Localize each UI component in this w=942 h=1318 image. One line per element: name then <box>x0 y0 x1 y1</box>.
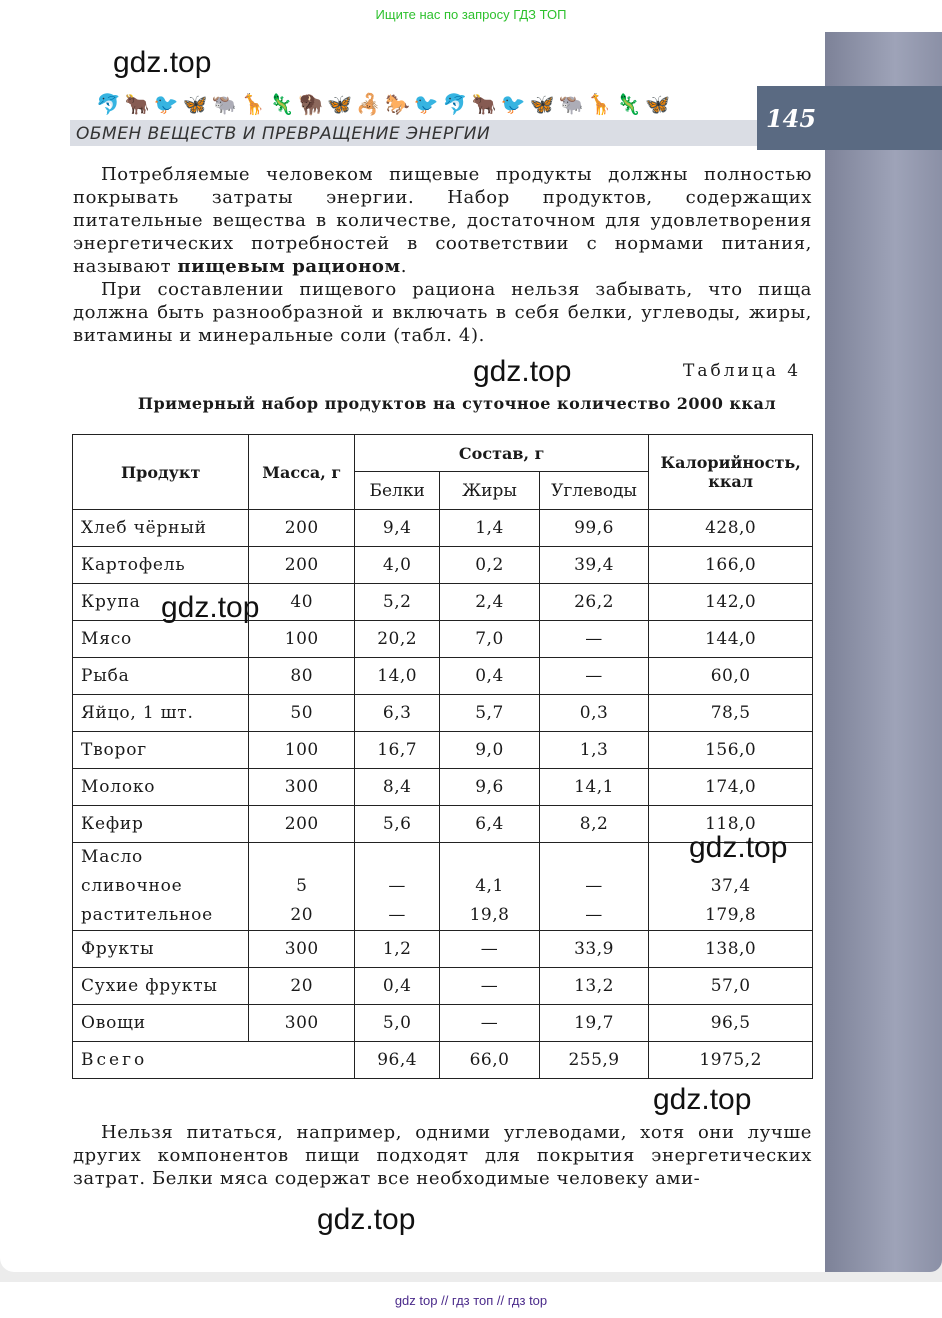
cell-product: Сухие фрукты <box>73 968 249 1005</box>
cell-fat: 2,4 <box>440 584 539 621</box>
cell-protein: 4,0 <box>355 547 440 584</box>
cell-carbs: — — <box>539 843 649 931</box>
cell-calories: 138,0 <box>649 931 813 968</box>
cell-calories: 118,0 <box>649 806 813 843</box>
cell-carbs: — <box>539 658 649 695</box>
table-caption: Примерный набор продуктов на суточное количество 2000 ккал <box>137 394 777 413</box>
cell-mass: 300 <box>249 769 355 806</box>
cell-carbs: 14,1 <box>539 769 649 806</box>
cell-mass: 100 <box>249 621 355 658</box>
cell-product: Молоко <box>73 769 249 806</box>
cell-total-label: Всего <box>73 1042 355 1079</box>
cell-protein: 5,6 <box>355 806 440 843</box>
cell-fat: — <box>440 931 539 968</box>
page-number-band <box>825 86 942 150</box>
cell-calories: 57,0 <box>649 968 813 1005</box>
cell-product: Яйцо, 1 шт. <box>73 695 249 732</box>
cell-carbs: 13,2 <box>539 968 649 1005</box>
table-row <box>73 510 813 547</box>
page-edge <box>825 32 942 1272</box>
cell-carbs: 99,6 <box>539 510 649 547</box>
cell-product: Фрукты <box>73 931 249 968</box>
header-product: Продукт <box>73 435 249 510</box>
table-row-total <box>73 1042 813 1079</box>
after-text <box>73 1121 812 1190</box>
paragraph-2: При составлении пищевого рациона нельзя забывать, что пища должна быть разнообразной и включать в себя белки, углеводы, жиры, витамины и минеральные соли (табл. 4). <box>73 279 812 346</box>
cell-protein: — — <box>355 843 440 931</box>
cell-carbs: 33,9 <box>539 931 649 968</box>
cell-product: Кефир <box>73 806 249 843</box>
cell-calories: 144,0 <box>649 621 813 658</box>
cell-protein: 5,2 <box>355 584 440 621</box>
cell-calories: 78,5 <box>649 695 813 732</box>
cell-protein: 9,4 <box>355 510 440 547</box>
header-fat: Жиры <box>440 472 539 510</box>
cell-mass: 50 <box>249 695 355 732</box>
intro-text <box>73 163 812 347</box>
cell-calories: 428,0 <box>649 510 813 547</box>
cell-protein: 20,2 <box>355 621 440 658</box>
cell-protein: 1,2 <box>355 931 440 968</box>
cell-total: 1975,2 <box>649 1042 813 1079</box>
cell-mass: 5 20 <box>249 843 355 931</box>
cell-mass: 40 <box>249 584 355 621</box>
animals-decoration-strip: 🐬🐂🐦🦋🐃🦒🦎🦬🦋🦂🐎🐦🐬🐂🐦🦋🐃🦒🦎🦋 <box>96 92 675 116</box>
table-row <box>73 732 813 769</box>
paragraph-1: Потребляемые человеком пищевые продукты должны полностью покрывать затраты энергии. Набор продуктов, содержащих питательные вещества в количестве, достаточном для удовлетворения энергетических потребностей в соответствии с нормами питания, называют пищевым рационом. <box>73 164 812 277</box>
cell-carbs: 1,3 <box>539 732 649 769</box>
page-number: 145 <box>757 86 825 150</box>
cell-product: Крупа <box>73 584 249 621</box>
cell-product: Хлеб чёрный <box>73 510 249 547</box>
watermark: gdz.top <box>113 46 212 79</box>
watermark: gdz.top <box>473 355 572 388</box>
cell-product: Картофель <box>73 547 249 584</box>
table-row <box>73 968 813 1005</box>
cell-calories: 166,0 <box>649 547 813 584</box>
cell-calories: 142,0 <box>649 584 813 621</box>
cell-protein: 8,4 <box>355 769 440 806</box>
footer-links[interactable]: gdz top // гдз топ // гдз top <box>394 1293 548 1308</box>
header-calories: Калорийность, ккал <box>649 435 813 510</box>
food-table <box>72 434 813 1079</box>
cell-carbs: 0,3 <box>539 695 649 732</box>
cell-fat: — <box>440 1005 539 1042</box>
cell-mass: 20 <box>249 968 355 1005</box>
cell-carbs: — <box>539 621 649 658</box>
header-protein: Белки <box>355 472 440 510</box>
cell-product: Масло сливочное растительное <box>73 843 249 931</box>
table-row <box>73 695 813 732</box>
cell-fat: 6,4 <box>440 806 539 843</box>
cell-mass: 300 <box>249 931 355 968</box>
table-row <box>73 621 813 658</box>
paragraph-3: Нельзя питаться, например, одними углеводами, хотя они лучше других компонентов пищи подходят для покрытия энергетических затрат. Белки мяса содержат все необходимые человеку ами- <box>73 1122 812 1189</box>
cell-carbs: 19,7 <box>539 1005 649 1042</box>
table-label: Таблица 4 <box>683 361 802 381</box>
cell-fat: 1,4 <box>440 510 539 547</box>
header-mass: Масса, г <box>249 435 355 510</box>
cell-product: Творог <box>73 732 249 769</box>
cell-total: 255,9 <box>539 1042 649 1079</box>
cell-mass: 200 <box>249 547 355 584</box>
section-band <box>70 120 757 146</box>
watermark: gdz.top <box>653 1083 752 1116</box>
cell-fat: 4,1 19,8 <box>440 843 539 931</box>
cell-fat: 0,2 <box>440 547 539 584</box>
cell-fat: — <box>440 968 539 1005</box>
top-note: Ищите нас по запросу ГДЗ ТОП <box>375 7 567 22</box>
cell-total: 96,4 <box>355 1042 440 1079</box>
cell-total: 66,0 <box>440 1042 539 1079</box>
cell-protein: 5,0 <box>355 1005 440 1042</box>
cell-fat: 0,4 <box>440 658 539 695</box>
table-row <box>73 769 813 806</box>
cell-carbs: 8,2 <box>539 806 649 843</box>
cell-fat: 9,0 <box>440 732 539 769</box>
table-row <box>73 931 813 968</box>
cell-mass: 80 <box>249 658 355 695</box>
watermark: gdz.top <box>689 831 788 864</box>
cell-product: Овощи <box>73 1005 249 1042</box>
cell-carbs: 39,4 <box>539 547 649 584</box>
cell-product: Рыба <box>73 658 249 695</box>
cell-fat: 7,0 <box>440 621 539 658</box>
table-row <box>73 547 813 584</box>
cell-mass: 200 <box>249 806 355 843</box>
header-composition: Состав, г <box>355 435 649 472</box>
cell-protein: 6,3 <box>355 695 440 732</box>
cell-mass: 300 <box>249 1005 355 1042</box>
cell-fat: 5,7 <box>440 695 539 732</box>
cell-calories: 156,0 <box>649 732 813 769</box>
cell-mass: 100 <box>249 732 355 769</box>
header-carbs: Углеводы <box>539 472 649 510</box>
cell-protein: 16,7 <box>355 732 440 769</box>
cell-protein: 0,4 <box>355 968 440 1005</box>
table-row <box>73 1005 813 1042</box>
cell-calories: 96,5 <box>649 1005 813 1042</box>
cell-product: Мясо <box>73 621 249 658</box>
cell-calories: 174,0 <box>649 769 813 806</box>
watermark: gdz.top <box>317 1203 416 1236</box>
section-title: ОБМЕН ВЕЩЕСТВ И ПРЕВРАЩЕНИЕ ЭНЕРГИИ <box>76 124 491 144</box>
cell-protein: 14,0 <box>355 658 440 695</box>
cell-fat: 9,6 <box>440 769 539 806</box>
cell-calories: 37,4 179,8 <box>649 843 813 931</box>
term-food-ration: пищевым рационом <box>177 256 401 277</box>
watermark: gdz.top <box>161 591 260 624</box>
cell-calories: 60,0 <box>649 658 813 695</box>
table-row <box>73 658 813 695</box>
cell-carbs: 26,2 <box>539 584 649 621</box>
cell-mass: 200 <box>249 510 355 547</box>
